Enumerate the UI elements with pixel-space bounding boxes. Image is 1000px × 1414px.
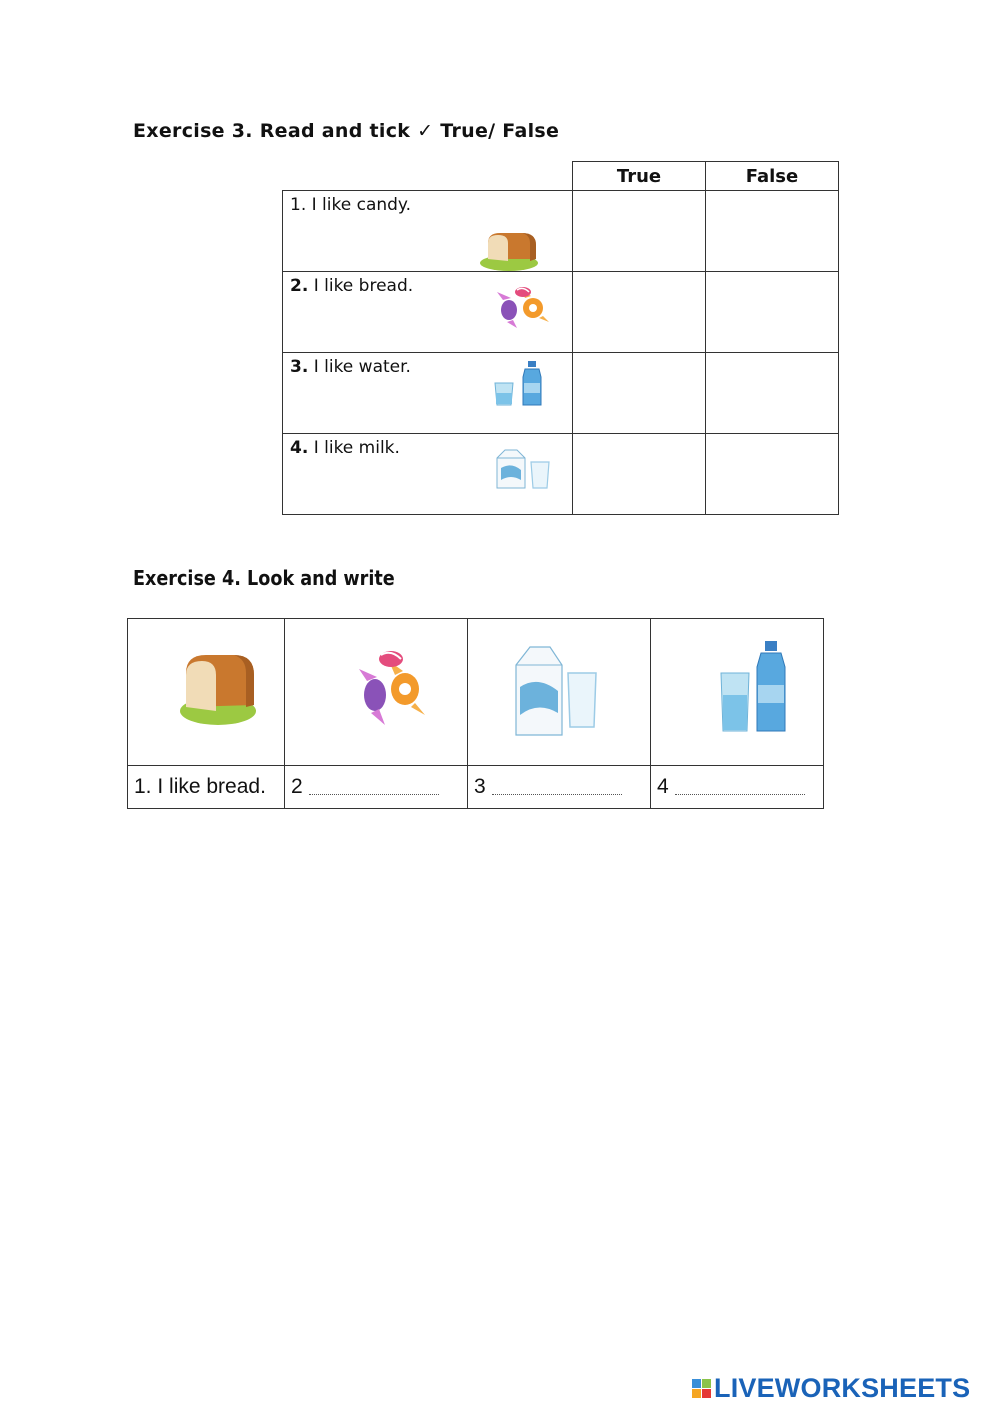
false-column-header: False [706, 162, 839, 191]
answer-blank[interactable] [675, 780, 805, 795]
false-answer-cell[interactable] [706, 191, 839, 272]
picture-cell [128, 619, 285, 766]
picture-cell [468, 619, 651, 766]
statement-text: I like milk. [313, 438, 400, 458]
statement-cell [283, 434, 573, 515]
statement-number: 2. [290, 276, 309, 296]
true-column-header: True [573, 162, 706, 191]
true-false-table [282, 161, 839, 515]
answer-blank[interactable] [309, 780, 439, 795]
statement-3 [290, 357, 411, 377]
table-row [283, 434, 839, 515]
answer-number: 2 [291, 775, 303, 798]
bread-icon [478, 229, 544, 273]
statement-cell [283, 353, 573, 434]
exercise-3-title: Exercise 3. Read and tick ✓ True/ False [133, 120, 560, 142]
exercise-4-title: Exercise 4. Look and write [133, 566, 395, 590]
answer-cell [285, 766, 468, 809]
answer-1 [128, 775, 284, 799]
statement-2 [290, 276, 413, 296]
table-row [283, 191, 839, 272]
false-answer-cell[interactable] [706, 353, 839, 434]
answer-number: 3 [474, 775, 486, 798]
bread-icon [176, 647, 260, 731]
water-icon [719, 639, 789, 735]
milk-icon [491, 448, 553, 490]
answer-cell [468, 766, 651, 809]
statement-cell [283, 272, 573, 353]
true-answer-cell[interactable] [573, 434, 706, 515]
answer-3 [468, 775, 650, 799]
statement-4 [290, 438, 400, 458]
statement-number: 1. [290, 195, 307, 215]
milk-icon [512, 643, 602, 739]
true-answer-cell[interactable] [573, 191, 706, 272]
statement-number: 4. [290, 438, 309, 458]
answer-4 [651, 775, 823, 799]
statement-1 [290, 195, 411, 215]
table-row [283, 272, 839, 353]
true-answer-cell[interactable] [573, 272, 706, 353]
table-row [283, 353, 839, 434]
answer-cell [128, 766, 285, 809]
picture-cell [651, 619, 824, 766]
answer-number: 1. [134, 775, 152, 798]
answer-text: I like bread. [157, 775, 266, 798]
statement-text: I like candy. [311, 195, 411, 215]
candy-icon [353, 645, 431, 729]
water-icon [491, 359, 547, 407]
false-answer-cell[interactable] [706, 434, 839, 515]
statement-cell [283, 191, 573, 272]
statement-text: I like bread. [313, 276, 414, 296]
blank-header [283, 162, 573, 191]
brand-name: LIVEWORKSHEETS [714, 1373, 971, 1403]
answer-blank[interactable] [492, 780, 622, 795]
answer-cell [651, 766, 824, 809]
look-and-write-table [127, 618, 824, 809]
picture-cell [285, 619, 468, 766]
statement-number: 3. [290, 357, 309, 377]
answer-2 [285, 775, 467, 799]
candy-icon [493, 284, 551, 328]
logo-mark-icon [692, 1379, 711, 1398]
false-answer-cell[interactable] [706, 272, 839, 353]
answer-number: 4 [657, 775, 669, 798]
true-answer-cell[interactable] [573, 353, 706, 434]
statement-text: I like water. [313, 357, 411, 377]
liveworksheets-logo [692, 1373, 970, 1404]
